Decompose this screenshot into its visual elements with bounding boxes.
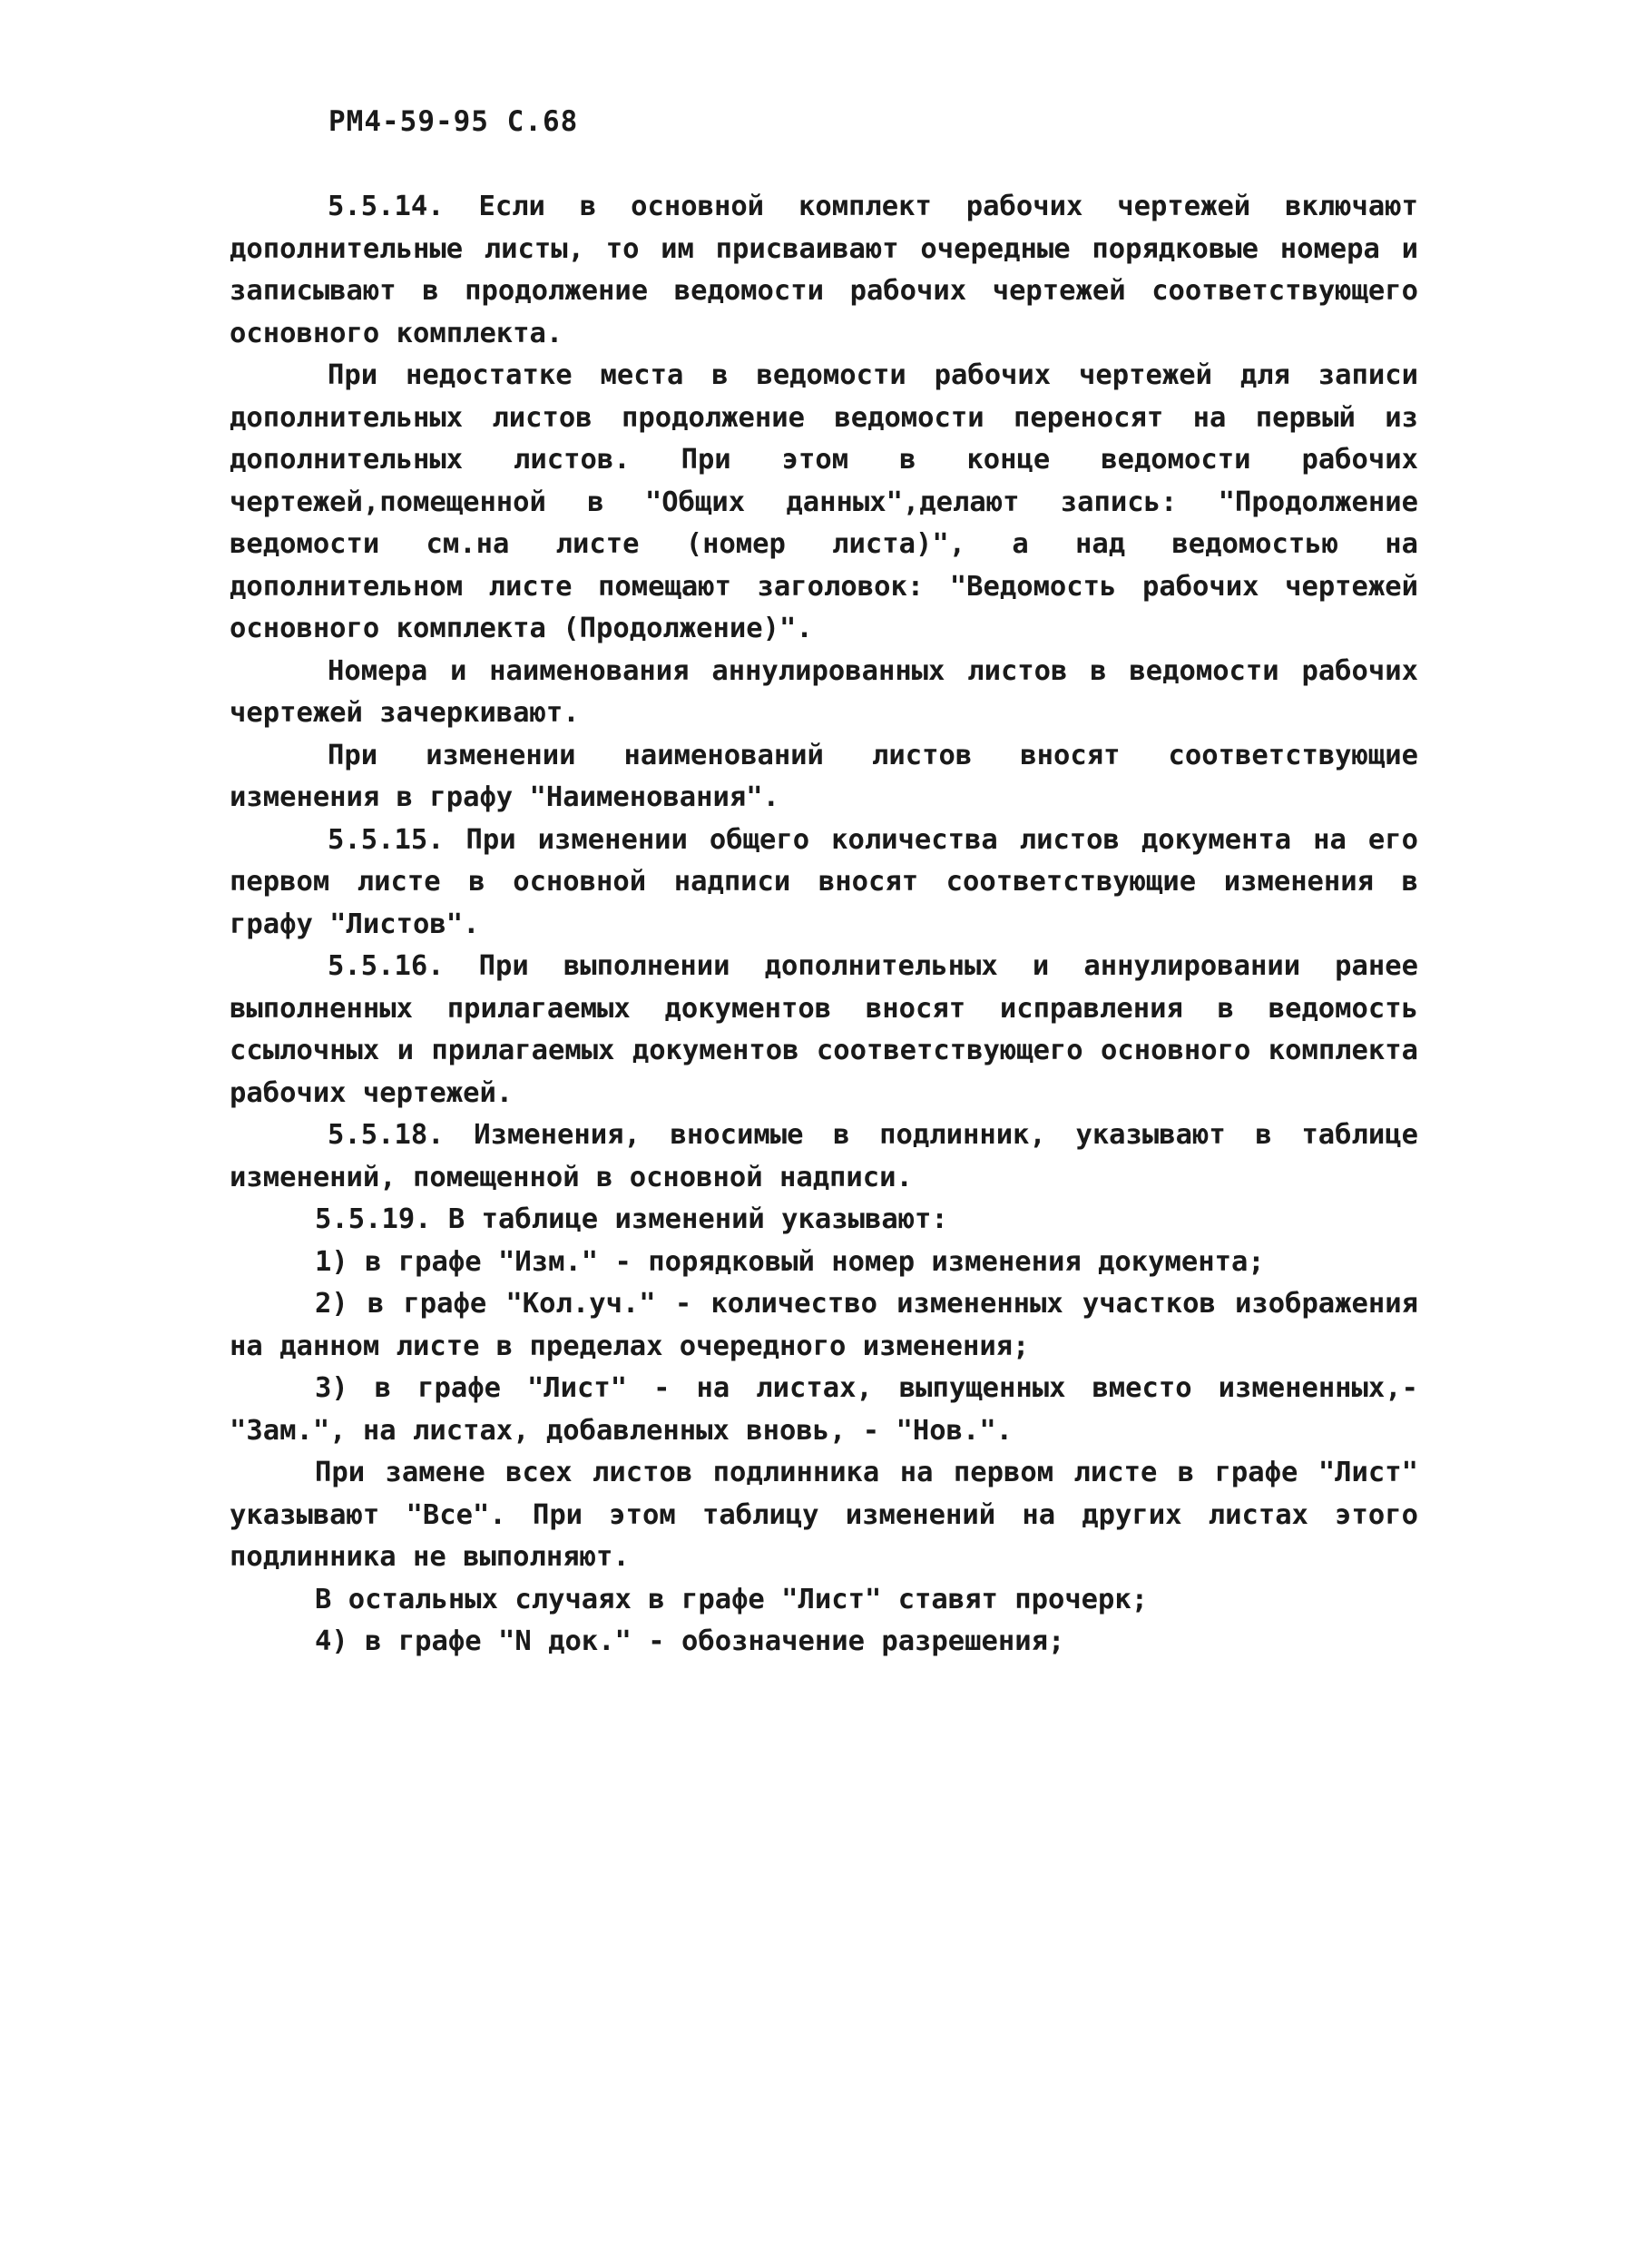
paragraph: При замене всех листов подлинника на первом листе в графе "Лист" указывают "Все". При этом таблицу изменений на других листах этого подлинника не выполняют. [230,1457,1418,1573]
document-body [230,186,1418,1664]
paragraph-5-5-18: 5.5.18. Изменения, вносимые в подлинник, указывают в таблице изменений, помещенной в основной надписи. [230,1119,1418,1193]
paragraph: При недостатке места в ведомости рабочих чертежей для записи дополнительных листов продолжение ведомости переносят на первый из дополнительных листов. При этом в конце ведомости рабочих чертежей,помещенной в "Общих данных",делают запись: "Продолжение ведомости см.на листе (номер листа)", а над ведомостью на дополнительном листе помещают заголовок: "Ведомость рабочих чертежей основного комплекта (Продолжение)". [230,359,1418,644]
list-item: 3) в графе "Лист" - на листах, выпущенных вместо измененных,- "Зам.", на листах, добавленных вновь, - "Нов.". [230,1372,1418,1447]
list-item: 2) в графе "Кол.уч." - количество измененных участков изображения на данном листе в пределах очередного изменения; [230,1288,1418,1362]
paragraph: При изменении наименований листов вносят соответствующие изменения в графу "Наименования". [230,739,1418,813]
paragraph-5-5-19: 5.5.19. В таблице изменений указывают: [315,1203,948,1235]
paragraph-5-5-15: 5.5.15. При изменении общего количества листов документа на его первом листе в основной надписи вносят соответствующие изменения в графу "Листов". [230,823,1418,940]
list-item: 4) в графе "N док." - обозначение разрешения; [315,1625,1065,1657]
paragraph: В остальных случаях в графе "Лист" ставят прочерк; [315,1583,1149,1615]
paragraph: Номера и наименования аннулированных листов в ведомости рабочих чертежей зачеркивают. [230,654,1418,729]
list-item: 1) в графе "Изм." - порядковый номер изменения документа; [315,1245,1265,1278]
paragraph-5-5-16: 5.5.16. При выполнении дополнительных и аннулировании ранее выполненных прилагаемых документов вносят исправления в ведомость ссылочных и прилагаемых документов соответствующего основного комплекта рабочих чертежей. [230,950,1418,1109]
paragraph-5-5-14: 5.5.14. Если в основной комплект рабочих чертежей включают дополнительные листы, то им присваивают очередные порядковые номера и записывают в продолжение ведомости рабочих чертежей соответствующего основного комплекта. [230,191,1418,349]
page-header: РМ4-59-95 С.68 [328,105,579,138]
